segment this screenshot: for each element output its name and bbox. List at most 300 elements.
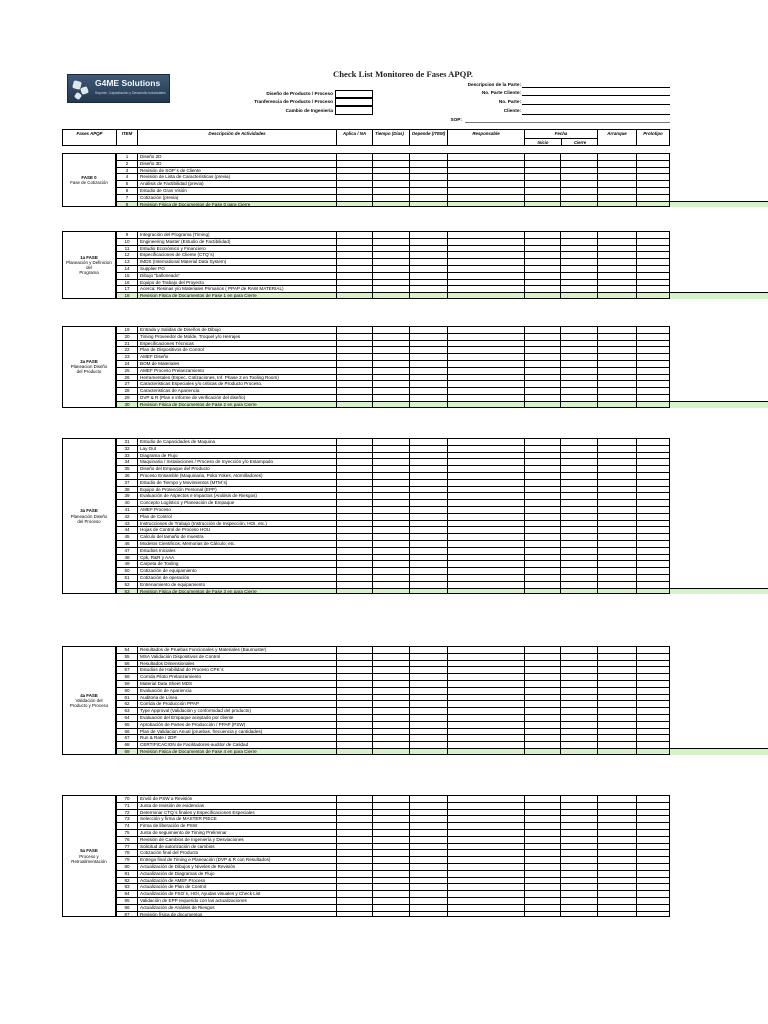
- applies-cell[interactable]: [336, 394, 372, 401]
- launch-cell[interactable]: [597, 333, 636, 340]
- prototype-cell[interactable]: [636, 194, 670, 201]
- time-cell[interactable]: [372, 194, 409, 201]
- close-date-cell[interactable]: [560, 458, 597, 465]
- responsible-cell[interactable]: [447, 520, 524, 527]
- depends-cell[interactable]: [409, 795, 447, 802]
- time-cell[interactable]: [372, 843, 409, 850]
- launch-cell[interactable]: [597, 666, 636, 673]
- responsible-cell[interactable]: [447, 646, 524, 653]
- start-date-cell[interactable]: [524, 194, 560, 201]
- prototype-cell[interactable]: [636, 687, 670, 694]
- depends-cell[interactable]: [409, 245, 447, 252]
- prototype-cell[interactable]: [636, 870, 670, 877]
- close-date-cell[interactable]: [560, 486, 597, 493]
- prototype-cell[interactable]: [636, 526, 670, 533]
- prototype-cell[interactable]: [636, 245, 670, 252]
- depends-cell[interactable]: [409, 700, 447, 707]
- prototype-cell[interactable]: [636, 201, 670, 208]
- launch-cell[interactable]: [597, 167, 636, 174]
- depends-cell[interactable]: [409, 540, 447, 547]
- engineering-change-checkbox[interactable]: [335, 106, 373, 115]
- time-cell[interactable]: [372, 836, 409, 843]
- time-cell[interactable]: [372, 554, 409, 561]
- prototype-cell[interactable]: [636, 458, 670, 465]
- responsible-cell[interactable]: [447, 714, 524, 721]
- launch-cell[interactable]: [597, 856, 636, 863]
- time-cell[interactable]: [372, 479, 409, 486]
- close-date-cell[interactable]: [560, 849, 597, 856]
- launch-cell[interactable]: [597, 660, 636, 667]
- start-date-cell[interactable]: [524, 245, 560, 252]
- prototype-cell[interactable]: [636, 445, 670, 452]
- close-date-cell[interactable]: [560, 201, 597, 208]
- launch-cell[interactable]: [597, 479, 636, 486]
- applies-cell[interactable]: [336, 680, 372, 687]
- depends-cell[interactable]: [409, 167, 447, 174]
- prototype-cell[interactable]: [636, 911, 670, 918]
- depends-cell[interactable]: [409, 714, 447, 721]
- launch-cell[interactable]: [597, 728, 636, 735]
- applies-cell[interactable]: [336, 829, 372, 836]
- applies-cell[interactable]: [336, 526, 372, 533]
- close-date-cell[interactable]: [560, 533, 597, 540]
- close-date-cell[interactable]: [560, 883, 597, 890]
- launch-cell[interactable]: [597, 506, 636, 513]
- launch-cell[interactable]: [597, 486, 636, 493]
- time-cell[interactable]: [372, 856, 409, 863]
- depends-cell[interactable]: [409, 863, 447, 870]
- close-date-cell[interactable]: [560, 513, 597, 520]
- start-date-cell[interactable]: [524, 167, 560, 174]
- start-date-cell[interactable]: [524, 673, 560, 680]
- start-date-cell[interactable]: [524, 680, 560, 687]
- close-date-cell[interactable]: [560, 694, 597, 701]
- applies-cell[interactable]: [336, 728, 372, 735]
- start-date-cell[interactable]: [524, 863, 560, 870]
- depends-cell[interactable]: [409, 486, 447, 493]
- prototype-cell[interactable]: [636, 540, 670, 547]
- depends-cell[interactable]: [409, 387, 447, 394]
- applies-cell[interactable]: [336, 458, 372, 465]
- time-cell[interactable]: [372, 486, 409, 493]
- launch-cell[interactable]: [597, 748, 636, 755]
- launch-cell[interactable]: [597, 279, 636, 286]
- responsible-cell[interactable]: [447, 438, 524, 445]
- time-cell[interactable]: [372, 160, 409, 167]
- prototype-cell[interactable]: [636, 333, 670, 340]
- prototype-cell[interactable]: [636, 856, 670, 863]
- start-date-cell[interactable]: [524, 547, 560, 554]
- launch-cell[interactable]: [597, 340, 636, 347]
- start-date-cell[interactable]: [524, 653, 560, 660]
- applies-cell[interactable]: [336, 904, 372, 911]
- depends-cell[interactable]: [409, 251, 447, 258]
- applies-cell[interactable]: [336, 472, 372, 479]
- prototype-cell[interactable]: [636, 492, 670, 499]
- applies-cell[interactable]: [336, 380, 372, 387]
- prototype-cell[interactable]: [636, 741, 670, 748]
- prototype-cell[interactable]: [636, 387, 670, 394]
- launch-cell[interactable]: [597, 173, 636, 180]
- applies-cell[interactable]: [336, 452, 372, 459]
- depends-cell[interactable]: [409, 180, 447, 187]
- applies-cell[interactable]: [336, 251, 372, 258]
- prototype-cell[interactable]: [636, 180, 670, 187]
- time-cell[interactable]: [372, 465, 409, 472]
- launch-cell[interactable]: [597, 646, 636, 653]
- start-date-cell[interactable]: [524, 265, 560, 272]
- depends-cell[interactable]: [409, 734, 447, 741]
- prototype-cell[interactable]: [636, 279, 670, 286]
- launch-cell[interactable]: [597, 367, 636, 374]
- applies-cell[interactable]: [336, 367, 372, 374]
- depends-cell[interactable]: [409, 870, 447, 877]
- time-cell[interactable]: [372, 897, 409, 904]
- start-date-cell[interactable]: [524, 520, 560, 527]
- responsible-cell[interactable]: [447, 904, 524, 911]
- launch-cell[interactable]: [597, 513, 636, 520]
- start-date-cell[interactable]: [524, 694, 560, 701]
- applies-cell[interactable]: [336, 748, 372, 755]
- depends-cell[interactable]: [409, 340, 447, 347]
- time-cell[interactable]: [372, 265, 409, 272]
- close-date-cell[interactable]: [560, 499, 597, 506]
- start-date-cell[interactable]: [524, 660, 560, 667]
- launch-cell[interactable]: [597, 272, 636, 279]
- responsible-cell[interactable]: [447, 180, 524, 187]
- time-cell[interactable]: [372, 167, 409, 174]
- applies-cell[interactable]: [336, 245, 372, 252]
- depends-cell[interactable]: [409, 694, 447, 701]
- applies-cell[interactable]: [336, 849, 372, 856]
- depends-cell[interactable]: [409, 809, 447, 816]
- launch-cell[interactable]: [597, 721, 636, 728]
- prototype-cell[interactable]: [636, 574, 670, 581]
- applies-cell[interactable]: [336, 714, 372, 721]
- depends-cell[interactable]: [409, 560, 447, 567]
- depends-cell[interactable]: [409, 581, 447, 588]
- launch-cell[interactable]: [597, 870, 636, 877]
- close-date-cell[interactable]: [560, 279, 597, 286]
- start-date-cell[interactable]: [524, 465, 560, 472]
- start-date-cell[interactable]: [524, 741, 560, 748]
- launch-cell[interactable]: [597, 877, 636, 884]
- time-cell[interactable]: [372, 458, 409, 465]
- responsible-cell[interactable]: [447, 360, 524, 367]
- time-cell[interactable]: [372, 547, 409, 554]
- start-date-cell[interactable]: [524, 513, 560, 520]
- applies-cell[interactable]: [336, 258, 372, 265]
- close-date-cell[interactable]: [560, 588, 597, 595]
- responsible-cell[interactable]: [447, 380, 524, 387]
- time-cell[interactable]: [372, 540, 409, 547]
- prototype-cell[interactable]: [636, 829, 670, 836]
- applies-cell[interactable]: [336, 231, 372, 238]
- responsible-cell[interactable]: [447, 340, 524, 347]
- start-date-cell[interactable]: [524, 279, 560, 286]
- launch-cell[interactable]: [597, 472, 636, 479]
- responsible-cell[interactable]: [447, 506, 524, 513]
- applies-cell[interactable]: [336, 194, 372, 201]
- prototype-cell[interactable]: [636, 809, 670, 816]
- start-date-cell[interactable]: [524, 721, 560, 728]
- start-date-cell[interactable]: [524, 401, 560, 408]
- start-date-cell[interactable]: [524, 452, 560, 459]
- prototype-cell[interactable]: [636, 728, 670, 735]
- responsible-cell[interactable]: [447, 581, 524, 588]
- launch-cell[interactable]: [597, 231, 636, 238]
- launch-cell[interactable]: [597, 360, 636, 367]
- close-date-cell[interactable]: [560, 520, 597, 527]
- depends-cell[interactable]: [409, 292, 447, 299]
- responsible-cell[interactable]: [447, 741, 524, 748]
- responsible-cell[interactable]: [447, 547, 524, 554]
- responsible-cell[interactable]: [447, 533, 524, 540]
- applies-cell[interactable]: [336, 870, 372, 877]
- prototype-cell[interactable]: [636, 520, 670, 527]
- start-date-cell[interactable]: [524, 843, 560, 850]
- close-date-cell[interactable]: [560, 581, 597, 588]
- start-date-cell[interactable]: [524, 380, 560, 387]
- launch-cell[interactable]: [597, 238, 636, 245]
- launch-cell[interactable]: [597, 849, 636, 856]
- close-date-cell[interactable]: [560, 660, 597, 667]
- close-date-cell[interactable]: [560, 829, 597, 836]
- depends-cell[interactable]: [409, 849, 447, 856]
- launch-cell[interactable]: [597, 194, 636, 201]
- prototype-cell[interactable]: [636, 666, 670, 673]
- responsible-cell[interactable]: [447, 734, 524, 741]
- close-date-cell[interactable]: [560, 180, 597, 187]
- applies-cell[interactable]: [336, 822, 372, 829]
- start-date-cell[interactable]: [524, 795, 560, 802]
- start-date-cell[interactable]: [524, 231, 560, 238]
- depends-cell[interactable]: [409, 520, 447, 527]
- start-date-cell[interactable]: [524, 251, 560, 258]
- time-cell[interactable]: [372, 452, 409, 459]
- prototype-cell[interactable]: [636, 581, 670, 588]
- start-date-cell[interactable]: [524, 849, 560, 856]
- close-date-cell[interactable]: [560, 554, 597, 561]
- customer-field[interactable]: [522, 106, 670, 115]
- start-date-cell[interactable]: [524, 911, 560, 918]
- responsible-cell[interactable]: [447, 346, 524, 353]
- launch-cell[interactable]: [597, 911, 636, 918]
- responsible-cell[interactable]: [447, 836, 524, 843]
- start-date-cell[interactable]: [524, 486, 560, 493]
- time-cell[interactable]: [372, 741, 409, 748]
- applies-cell[interactable]: [336, 581, 372, 588]
- responsible-cell[interactable]: [447, 795, 524, 802]
- launch-cell[interactable]: [597, 795, 636, 802]
- responsible-cell[interactable]: [447, 540, 524, 547]
- time-cell[interactable]: [372, 890, 409, 897]
- start-date-cell[interactable]: [524, 492, 560, 499]
- launch-cell[interactable]: [597, 326, 636, 333]
- start-date-cell[interactable]: [524, 201, 560, 208]
- close-date-cell[interactable]: [560, 401, 597, 408]
- responsible-cell[interactable]: [447, 326, 524, 333]
- responsible-cell[interactable]: [447, 883, 524, 890]
- depends-cell[interactable]: [409, 401, 447, 408]
- start-date-cell[interactable]: [524, 499, 560, 506]
- depends-cell[interactable]: [409, 721, 447, 728]
- depends-cell[interactable]: [409, 452, 447, 459]
- close-date-cell[interactable]: [560, 245, 597, 252]
- applies-cell[interactable]: [336, 547, 372, 554]
- applies-cell[interactable]: [336, 506, 372, 513]
- applies-cell[interactable]: [336, 863, 372, 870]
- responsible-cell[interactable]: [447, 153, 524, 160]
- depends-cell[interactable]: [409, 588, 447, 595]
- start-date-cell[interactable]: [524, 472, 560, 479]
- responsible-cell[interactable]: [447, 829, 524, 836]
- prototype-cell[interactable]: [636, 353, 670, 360]
- prototype-cell[interactable]: [636, 567, 670, 574]
- prototype-cell[interactable]: [636, 506, 670, 513]
- time-cell[interactable]: [372, 707, 409, 714]
- time-cell[interactable]: [372, 849, 409, 856]
- depends-cell[interactable]: [409, 238, 447, 245]
- applies-cell[interactable]: [336, 401, 372, 408]
- responsible-cell[interactable]: [447, 492, 524, 499]
- close-date-cell[interactable]: [560, 160, 597, 167]
- time-cell[interactable]: [372, 513, 409, 520]
- prototype-cell[interactable]: [636, 367, 670, 374]
- prototype-cell[interactable]: [636, 554, 670, 561]
- launch-cell[interactable]: [597, 245, 636, 252]
- launch-cell[interactable]: [597, 687, 636, 694]
- close-date-cell[interactable]: [560, 863, 597, 870]
- close-date-cell[interactable]: [560, 560, 597, 567]
- depends-cell[interactable]: [409, 890, 447, 897]
- time-cell[interactable]: [372, 173, 409, 180]
- launch-cell[interactable]: [597, 863, 636, 870]
- applies-cell[interactable]: [336, 387, 372, 394]
- start-date-cell[interactable]: [524, 815, 560, 822]
- close-date-cell[interactable]: [560, 173, 597, 180]
- depends-cell[interactable]: [409, 492, 447, 499]
- responsible-cell[interactable]: [447, 479, 524, 486]
- launch-cell[interactable]: [597, 465, 636, 472]
- responsible-cell[interactable]: [447, 890, 524, 897]
- time-cell[interactable]: [372, 802, 409, 809]
- applies-cell[interactable]: [336, 160, 372, 167]
- time-cell[interactable]: [372, 472, 409, 479]
- responsible-cell[interactable]: [447, 353, 524, 360]
- depends-cell[interactable]: [409, 272, 447, 279]
- responsible-cell[interactable]: [447, 560, 524, 567]
- time-cell[interactable]: [372, 520, 409, 527]
- depends-cell[interactable]: [409, 829, 447, 836]
- responsible-cell[interactable]: [447, 721, 524, 728]
- close-date-cell[interactable]: [560, 856, 597, 863]
- responsible-cell[interactable]: [447, 465, 524, 472]
- prototype-cell[interactable]: [636, 734, 670, 741]
- close-date-cell[interactable]: [560, 438, 597, 445]
- close-date-cell[interactable]: [560, 666, 597, 673]
- time-cell[interactable]: [372, 333, 409, 340]
- prototype-cell[interactable]: [636, 547, 670, 554]
- depends-cell[interactable]: [409, 574, 447, 581]
- applies-cell[interactable]: [336, 486, 372, 493]
- sop-field[interactable]: [465, 115, 670, 123]
- responsible-cell[interactable]: [447, 167, 524, 174]
- time-cell[interactable]: [372, 445, 409, 452]
- launch-cell[interactable]: [597, 353, 636, 360]
- responsible-cell[interactable]: [447, 201, 524, 208]
- time-cell[interactable]: [372, 180, 409, 187]
- responsible-cell[interactable]: [447, 292, 524, 299]
- start-date-cell[interactable]: [524, 238, 560, 245]
- start-date-cell[interactable]: [524, 734, 560, 741]
- launch-cell[interactable]: [597, 438, 636, 445]
- launch-cell[interactable]: [597, 822, 636, 829]
- launch-cell[interactable]: [597, 533, 636, 540]
- responsible-cell[interactable]: [447, 245, 524, 252]
- prototype-cell[interactable]: [636, 877, 670, 884]
- depends-cell[interactable]: [409, 153, 447, 160]
- time-cell[interactable]: [372, 438, 409, 445]
- prototype-cell[interactable]: [636, 660, 670, 667]
- prototype-cell[interactable]: [636, 187, 670, 194]
- depends-cell[interactable]: [409, 374, 447, 381]
- close-date-cell[interactable]: [560, 380, 597, 387]
- close-date-cell[interactable]: [560, 238, 597, 245]
- time-cell[interactable]: [372, 560, 409, 567]
- responsible-cell[interactable]: [447, 843, 524, 850]
- launch-cell[interactable]: [597, 714, 636, 721]
- prototype-cell[interactable]: [636, 653, 670, 660]
- prototype-cell[interactable]: [636, 374, 670, 381]
- prototype-cell[interactable]: [636, 160, 670, 167]
- responsible-cell[interactable]: [447, 258, 524, 265]
- applies-cell[interactable]: [336, 360, 372, 367]
- depends-cell[interactable]: [409, 160, 447, 167]
- responsible-cell[interactable]: [447, 458, 524, 465]
- prototype-cell[interactable]: [636, 231, 670, 238]
- depends-cell[interactable]: [409, 646, 447, 653]
- depends-cell[interactable]: [409, 911, 447, 918]
- applies-cell[interactable]: [336, 673, 372, 680]
- prototype-cell[interactable]: [636, 472, 670, 479]
- start-date-cell[interactable]: [524, 748, 560, 755]
- launch-cell[interactable]: [597, 160, 636, 167]
- prototype-cell[interactable]: [636, 897, 670, 904]
- applies-cell[interactable]: [336, 153, 372, 160]
- close-date-cell[interactable]: [560, 387, 597, 394]
- responsible-cell[interactable]: [447, 574, 524, 581]
- start-date-cell[interactable]: [524, 567, 560, 574]
- applies-cell[interactable]: [336, 567, 372, 574]
- applies-cell[interactable]: [336, 374, 372, 381]
- applies-cell[interactable]: [336, 187, 372, 194]
- responsible-cell[interactable]: [447, 863, 524, 870]
- prototype-cell[interactable]: [636, 843, 670, 850]
- applies-cell[interactable]: [336, 809, 372, 816]
- applies-cell[interactable]: [336, 883, 372, 890]
- depends-cell[interactable]: [409, 265, 447, 272]
- time-cell[interactable]: [372, 380, 409, 387]
- time-cell[interactable]: [372, 387, 409, 394]
- applies-cell[interactable]: [336, 666, 372, 673]
- applies-cell[interactable]: [336, 513, 372, 520]
- start-date-cell[interactable]: [524, 836, 560, 843]
- time-cell[interactable]: [372, 374, 409, 381]
- applies-cell[interactable]: [336, 646, 372, 653]
- start-date-cell[interactable]: [524, 802, 560, 809]
- start-date-cell[interactable]: [524, 533, 560, 540]
